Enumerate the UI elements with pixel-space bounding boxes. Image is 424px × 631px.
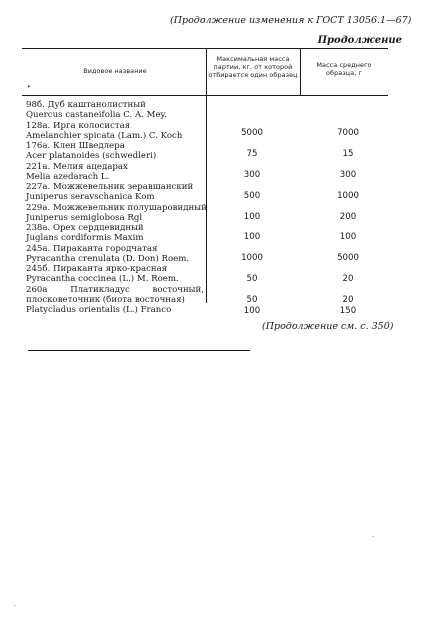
- species-russian: 176а. Клен Шведлера: [26, 141, 125, 151]
- species-russian: 245б. Пираканта ярко-красная: [26, 264, 168, 274]
- max-mass-value: 5000: [241, 128, 263, 138]
- column-header-species: Видовое название: [83, 67, 147, 75]
- species-russian: 227а. Можжевельник зеравшанский: [26, 182, 194, 192]
- continued-on-page-note: (Продолжение см. с. 350): [262, 321, 394, 332]
- species-latin: Platycladus orientalis (L.) Franco: [26, 305, 172, 315]
- species-latin: Pyracantha crenulata (D. Don) Roem.: [26, 253, 190, 264]
- species-latin: Quercus castaneifolia C. A. Mey.: [26, 110, 167, 121]
- species-list: [26, 100, 207, 315]
- species-latin: Melia azedarach L.: [26, 171, 110, 182]
- species-russian: 238а. Орех сердцевидный: [26, 223, 144, 233]
- max-mass-value: 100: [243, 232, 261, 242]
- species-russian: 260а Платикладус восточный, плосковеточник (биота восточная): [26, 284, 204, 305]
- species-russian: 128а. Ирга колосистая: [26, 120, 131, 131]
- species-latin: Pyracantha coccinea (L.) M. Roem.: [26, 274, 179, 285]
- species-latin: Acer platanoides (schwedleri): [26, 151, 157, 162]
- avg-sample-value: 200: [339, 212, 357, 222]
- avg-sample-value: 1000: [337, 191, 359, 201]
- print-speck: ·: [372, 534, 374, 541]
- species-latin: Juniperus semiglobosa Rgl: [26, 212, 143, 223]
- footer-rule: [28, 350, 250, 351]
- print-speck: ·: [14, 603, 16, 610]
- table-top-rule: [22, 48, 388, 49]
- species-russian: 98б. Дуб каштанолистный: [26, 100, 146, 110]
- continuation-label: Продолжение: [317, 35, 402, 46]
- column-header-avg-sample: Масса среднего образца, г: [316, 61, 372, 77]
- max-mass-value: 1000: [241, 253, 263, 263]
- column-header-max-mass: Максимальная масса партии, кг, от которой отбирается один образец: [208, 55, 298, 79]
- max-mass-value: 100: [243, 306, 261, 316]
- table-header-rule: [22, 95, 388, 96]
- max-mass-value: 50: [246, 274, 258, 284]
- max-mass-value: 75: [246, 149, 258, 159]
- species-latin: Juglans cordiformis Maxim: [26, 233, 144, 244]
- avg-sample-value: 300: [339, 170, 357, 180]
- avg-sample-value: 150: [339, 306, 357, 316]
- max-mass-value: 500: [243, 191, 261, 201]
- column-divider: [206, 49, 207, 303]
- species-latin: Juniperus seravschanica Kom: [26, 192, 155, 203]
- print-speck: •: [27, 84, 31, 91]
- amendment-reference: (Продолжение изменения к ГОСТ 13056.1—67): [170, 15, 412, 26]
- avg-sample-value: 20: [342, 295, 354, 305]
- species-russian: 229а. Можжевельник полушаровидный: [26, 202, 207, 213]
- species-russian: 245а. Пираканта городчатая: [26, 243, 158, 254]
- max-mass-value: 100: [243, 212, 261, 222]
- avg-sample-value: 100: [339, 232, 357, 242]
- column-divider: [300, 49, 301, 95]
- species-latin: Amelanchier spicata (Lam.) C. Koch: [26, 130, 183, 141]
- max-mass-value: 50: [246, 295, 258, 305]
- avg-sample-value: 15: [342, 149, 354, 159]
- avg-sample-value: 20: [342, 274, 354, 284]
- max-mass-value: 300: [243, 170, 261, 180]
- species-russian: 221а. Мелия ацедарах: [26, 161, 128, 172]
- avg-sample-value: 5000: [337, 253, 359, 263]
- avg-sample-value: 7000: [337, 128, 359, 138]
